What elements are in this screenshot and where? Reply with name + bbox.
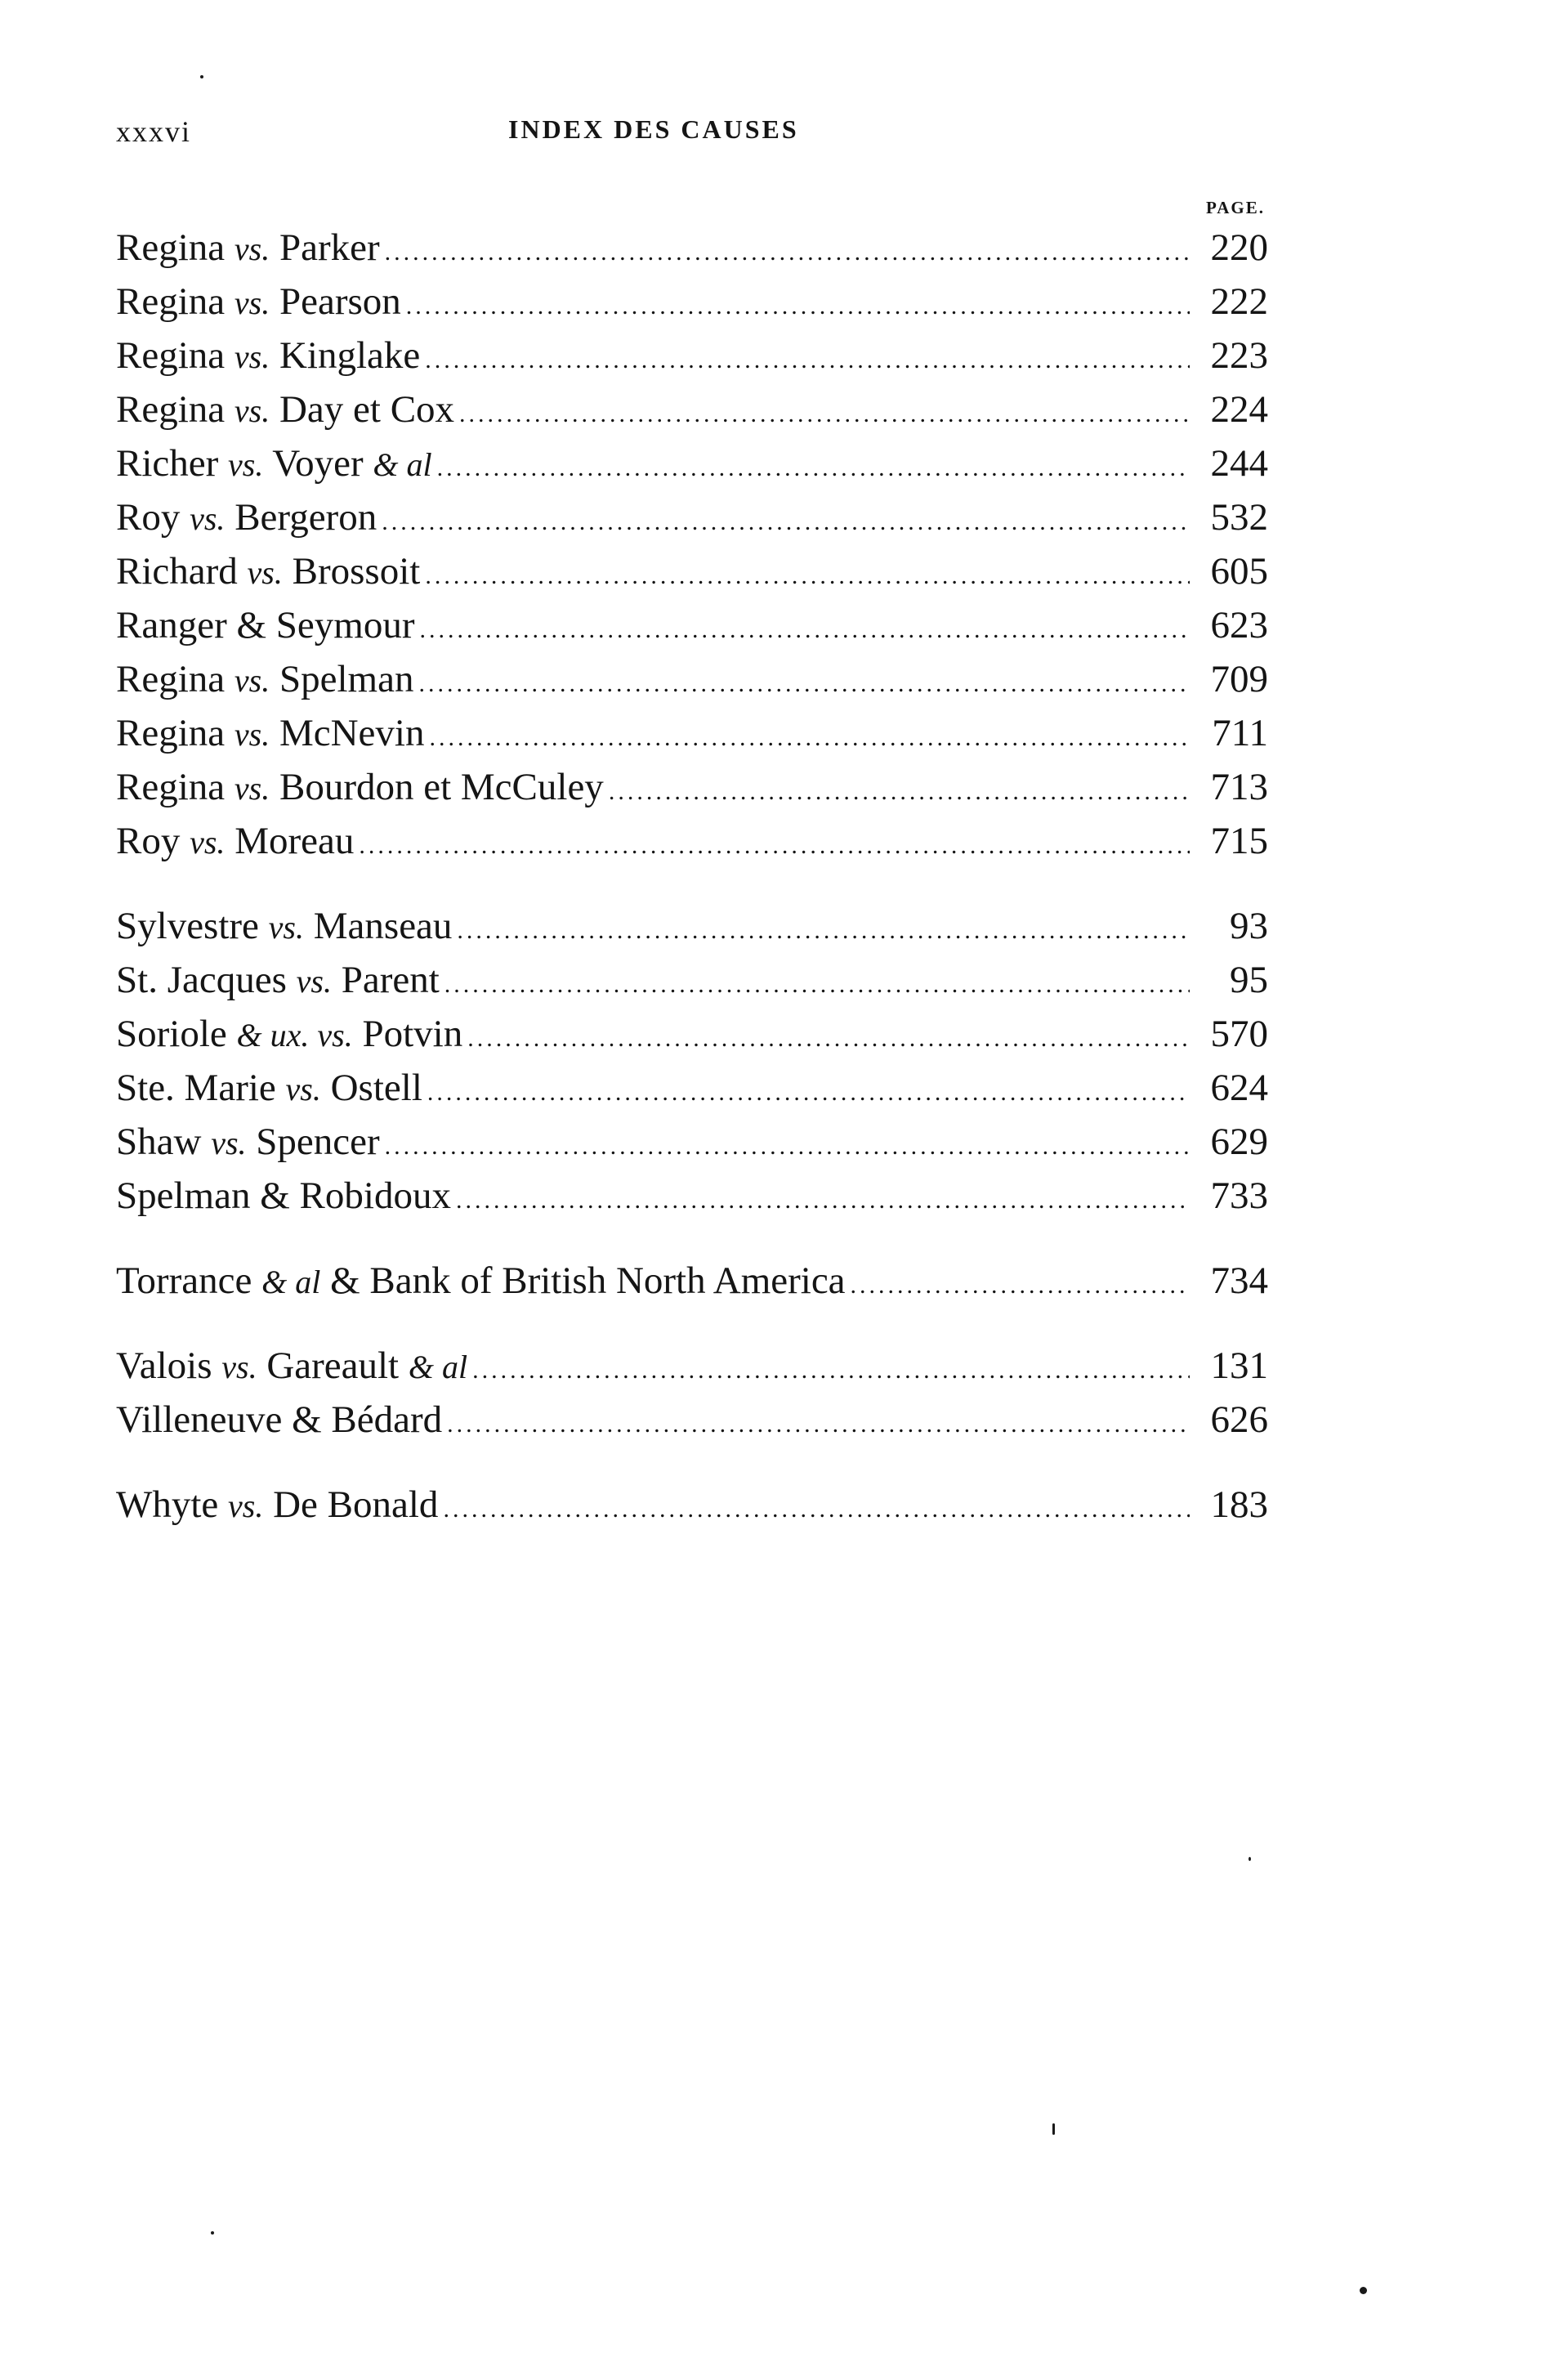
versus-abbrev: vs. [234,716,270,753]
index-group [116,226,1268,873]
index-entry [116,765,1268,819]
party: Kinglake [270,334,421,377]
page-number: 131 [1210,1344,1268,1387]
party: Parent [331,959,440,1001]
dot-leader [457,917,1190,945]
index-entry [116,226,1268,280]
page-number: 224 [1210,388,1268,431]
case-name [116,1120,380,1164]
party: Valois [116,1344,222,1387]
page-number: 223 [1210,334,1268,377]
party: Richard [116,550,248,593]
index-entry [116,904,1268,958]
dot-leader [429,724,1190,752]
party: Shaw [116,1121,212,1163]
versus-abbrev: vs. [268,909,304,946]
et-al-abbrev: & al [408,1349,468,1385]
versus-abbrev: vs. [234,662,270,699]
party: Regina [116,226,235,269]
index-entry [116,1344,1268,1398]
party: Brossoit [282,550,421,593]
case-name [116,1259,846,1303]
folio: xxxvi [116,115,192,148]
page-number: 629 [1210,1121,1268,1163]
page-number: 532 [1210,496,1268,539]
page-number: 220 [1210,226,1268,269]
index-entry [116,495,1268,549]
versus-abbrev: vs. [228,446,264,483]
index-entry [116,1120,1268,1174]
index-entry [116,441,1268,495]
dot-leader [444,971,1190,999]
page-number: 623 [1210,604,1268,646]
dot-leader [472,1357,1190,1385]
index-entry [116,1259,1268,1313]
case-name [116,1012,462,1056]
case-index [116,226,1268,1568]
case-name [116,441,432,485]
index-entry [116,1483,1268,1537]
party: Regina [116,712,235,754]
versus-abbrev: vs. [190,824,226,861]
dot-leader [851,1272,1190,1300]
case-name [116,1398,442,1442]
versus-abbrev: vs. [234,770,270,807]
party: Ste. Marie [116,1067,286,1109]
versus-abbrev: vs. [247,554,283,591]
page-number: 183 [1210,1483,1268,1526]
party: Potvin [352,1013,463,1055]
case-name [116,819,354,863]
page-number: 624 [1210,1067,1268,1109]
party: Spencer [246,1121,380,1163]
dot-leader [418,670,1190,698]
versus-abbrev: & ux. vs. [236,1017,353,1054]
party: Day et Cox [270,388,455,431]
dot-leader [385,1133,1190,1161]
versus-abbrev: vs. [221,1349,257,1385]
party: Gareault [257,1344,409,1387]
dot-leader [459,400,1190,428]
party: Regina [116,766,235,808]
versus-abbrev: vs. [234,338,270,375]
paper-speck [1360,2287,1367,2294]
page-number: 713 [1210,766,1268,808]
paper-speck [211,2231,214,2235]
page-number: 244 [1210,442,1268,485]
versus-abbrev: vs. [285,1071,321,1107]
page-number: 733 [1210,1174,1268,1217]
party: Spelman & Robidoux [116,1174,451,1217]
page-number: 222 [1210,280,1268,323]
party: Bourdon et McCuley [270,766,604,808]
dot-leader [447,1411,1190,1438]
page-number: 715 [1210,820,1268,862]
party: Regina [116,280,235,323]
page-number: 605 [1210,550,1268,593]
case-name [116,280,401,324]
paper-speck [200,75,203,78]
index-entry [116,958,1268,1012]
case-name [116,1174,451,1218]
index-entry [116,1174,1268,1228]
case-name [116,603,415,647]
versus-abbrev: vs. [234,284,270,321]
versus-abbrev: vs. [228,1488,264,1524]
party: Whyte [116,1483,229,1526]
party: Ranger & Seymour [116,604,415,646]
party: Moreau [225,820,355,862]
party: St. Jacques [116,959,297,1001]
dot-leader [443,1496,1190,1523]
party: Regina [116,388,235,431]
page-number: 93 [1230,905,1268,947]
index-entry [116,549,1268,603]
index-group [116,1483,1268,1537]
page-header [116,114,1265,155]
party: Regina [116,334,235,377]
party: McNevin [270,712,425,754]
party: Torrance [116,1259,262,1302]
dot-leader [467,1025,1190,1053]
dot-leader [382,508,1190,536]
index-entry [116,1398,1268,1452]
page-number: 95 [1230,959,1268,1001]
case-name [116,226,380,270]
case-name [116,765,604,809]
party: Soriole [116,1013,237,1055]
index-entry [116,603,1268,657]
dot-leader [437,454,1190,482]
versus-abbrev: vs. [234,392,270,429]
party: Spelman [270,658,414,700]
party: Roy [116,496,190,539]
index-entry [116,280,1268,333]
paper-speck [1249,1857,1251,1861]
case-name [116,495,377,539]
case-name [116,333,420,378]
party: Villeneuve & Bédard [116,1398,443,1441]
party: Bergeron [225,496,377,539]
case-name [116,904,452,948]
dot-leader [406,293,1190,320]
case-name [116,1483,438,1527]
dot-leader [359,832,1190,860]
index-entry [116,657,1268,711]
dot-leader [456,1187,1190,1215]
party: Pearson [270,280,401,323]
party: Parker [270,226,380,269]
running-title: INDEX DES CAUSES [508,114,799,144]
versus-abbrev: vs. [234,230,270,267]
index-entry [116,819,1268,873]
page-column-label: PAGE. [1206,198,1266,217]
case-name [116,711,424,755]
index-entry [116,333,1268,387]
case-name [116,387,454,432]
index-entry [116,1012,1268,1066]
dot-leader [420,616,1190,644]
party: Manseau [304,905,453,947]
et-al-abbrev: & al [373,446,432,483]
versus-abbrev: vs. [296,963,332,1000]
party: Richer [116,442,229,485]
case-name [116,549,420,593]
party: Voyer [263,442,373,485]
dot-leader [427,1079,1190,1107]
versus-abbrev: vs. [190,500,226,537]
versus-abbrev: & al [261,1264,321,1300]
party: Ostell [320,1067,422,1109]
party: Sylvestre [116,905,269,947]
case-name [116,958,440,1002]
index-entry [116,711,1268,765]
dot-leader [425,347,1190,374]
page-number: 711 [1212,712,1268,754]
dot-leader [385,239,1190,266]
paper-speck [1052,2123,1055,2135]
page-number: 709 [1210,658,1268,700]
case-name [116,1344,467,1388]
index-entry [116,387,1268,441]
case-name [116,657,413,701]
dot-leader [609,778,1190,806]
index-group [116,1259,1268,1313]
index-group [116,904,1268,1228]
party: Regina [116,658,235,700]
index-entry [116,1066,1268,1120]
party: & Bank of British North America [320,1259,846,1302]
page-number: 626 [1210,1398,1268,1441]
dot-leader [425,562,1190,590]
party: Roy [116,820,190,862]
page-number: 734 [1210,1259,1268,1302]
page-number: 570 [1210,1013,1268,1055]
party: De Bonald [263,1483,439,1526]
index-group [116,1344,1268,1452]
case-name [116,1066,422,1110]
versus-abbrev: vs. [211,1125,247,1161]
